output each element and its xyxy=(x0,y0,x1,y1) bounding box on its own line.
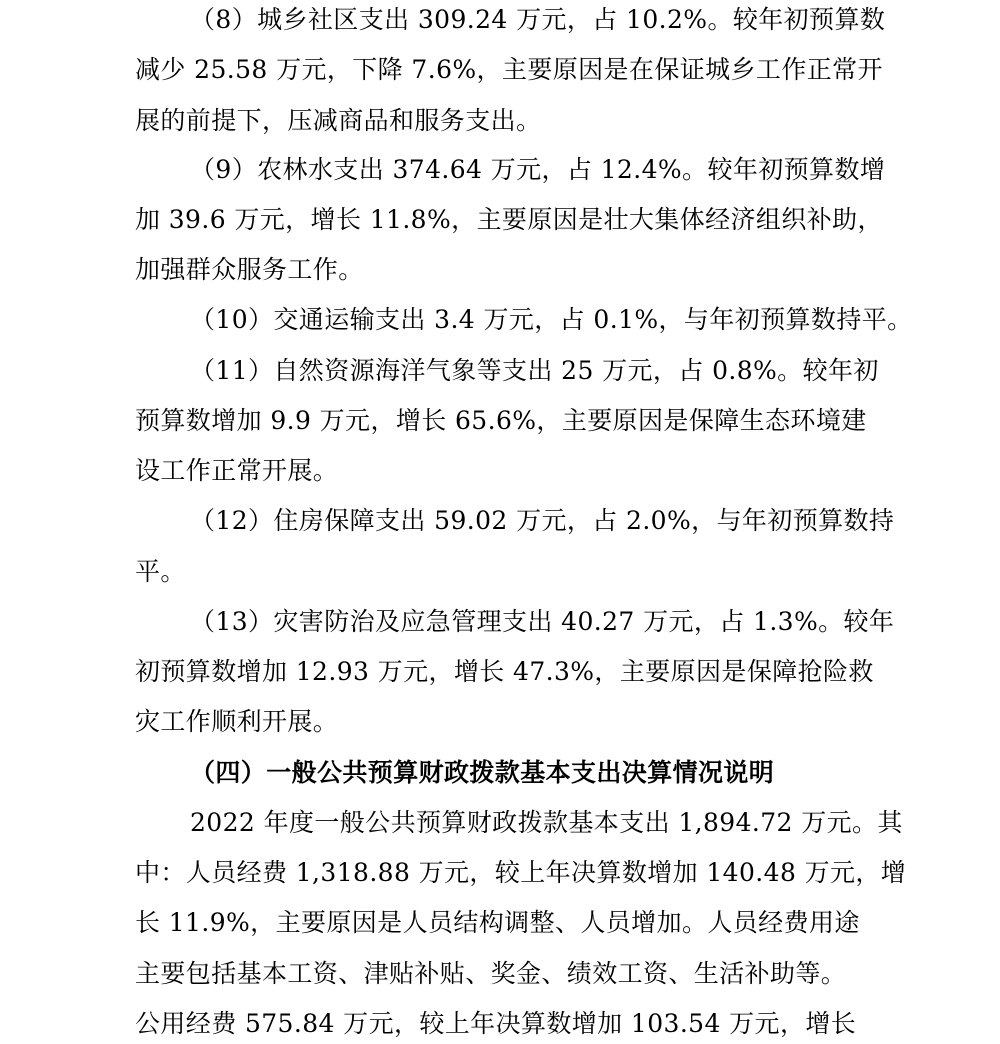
paragraph-line: （13）灾害防治及应急管理支出 40.27 万元，占 1.3%。较年 xyxy=(190,607,895,636)
paragraph-line: 加强群众服务工作。 xyxy=(135,255,364,284)
section-heading: （四）一般公共预算财政拨款基本支出决算情况说明 xyxy=(190,758,775,787)
paragraph-line: 灾工作顺利开展。 xyxy=(135,707,339,736)
paragraph-line: （8）城乡社区支出 309.24 万元，占 10.2%。较年初预算数 xyxy=(190,5,886,34)
paragraph-line: 中：人员经费 1,318.88 万元，较上年决算数增加 140.48 万元，增 xyxy=(135,858,907,887)
paragraph-line: 展的前提下，压减商品和服务支出。 xyxy=(135,106,542,135)
paragraph-line: 2022 年度一般公共预算财政拨款基本支出 1,894.72 万元。其 xyxy=(190,808,903,837)
paragraph-line: 减少 25.58 万元，下降 7.6%，主要原因是在保证城乡工作正常开 xyxy=(135,55,883,84)
paragraph-line: 长 11.9%，主要原因是人员结构调整、人员增加。人员经费用途 xyxy=(135,908,860,937)
paragraph-line: （10）交通运输支出 3.4 万元，占 0.1%，与年初预算数持平。 xyxy=(190,305,913,334)
paragraph-line: 设工作正常开展。 xyxy=(135,456,339,485)
paragraph-line: 平。 xyxy=(135,557,186,586)
paragraph-line: （9）农林水支出 374.64 万元，占 12.4%。较年初预算数增 xyxy=(190,155,886,184)
paragraph-line: 加 39.6 万元，增长 11.8%，主要原因是壮大集体经济组织补助， xyxy=(135,205,883,234)
paragraph-line: （11）自然资源海洋气象等支出 25 万元，占 0.8%。较年初 xyxy=(190,356,879,385)
paragraph-line: 预算数增加 9.9 万元，增长 65.6%，主要原因是保障生态环境建 xyxy=(135,406,867,435)
paragraph-line: （12）住房保障支出 59.02 万元，占 2.0%，与年初预算数持 xyxy=(190,506,895,535)
paragraph-line: 公用经费 575.84 万元，较上年决算数增加 103.54 万元，增长 xyxy=(135,1009,857,1038)
paragraph-line: 初预算数增加 12.93 万元，增长 47.3%，主要原因是保障抢险救 xyxy=(135,657,874,686)
paragraph-line: 主要包括基本工资、津贴补贴、奖金、绩效工资、生活补助等。 xyxy=(135,959,847,988)
